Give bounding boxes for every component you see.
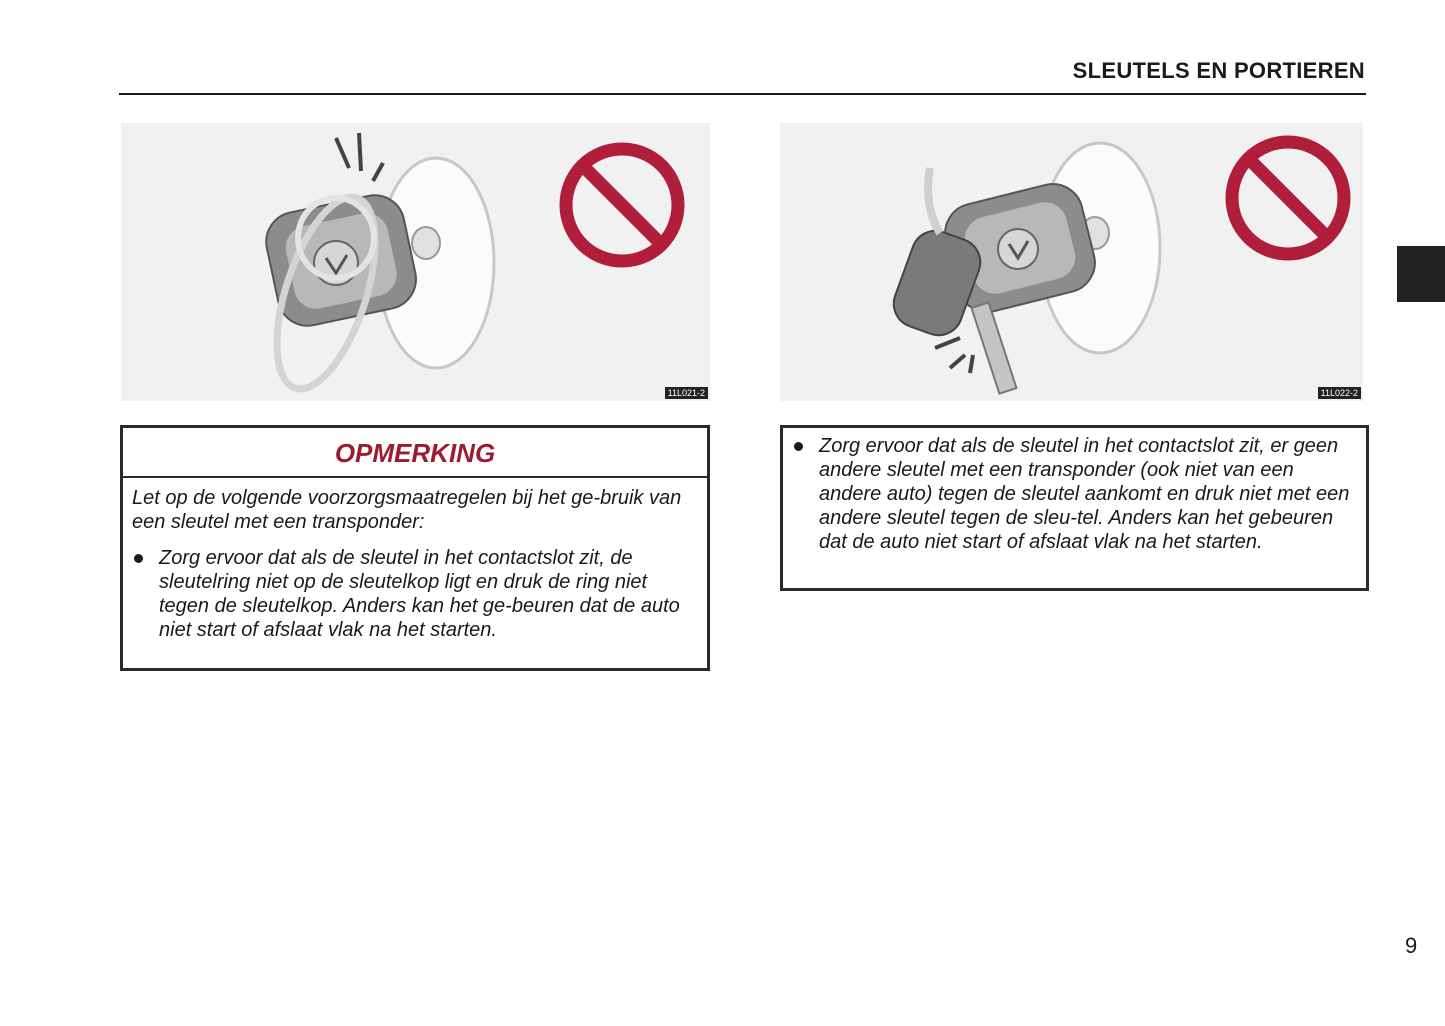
bullet-text: Zorg ervoor dat als de sleutel in het contactslot zit, de sleutelring niet op de sleutelkop ligt en druk de ring niet tegen de sleutelkop. Anders kan het ge-beuren dat de auto niet start of afslaat vlak na het starten. (159, 547, 680, 641)
figure-key-ring-on-key-head (121, 123, 710, 401)
bullet-icon (794, 442, 803, 451)
note-title: OPMERKING (123, 428, 707, 478)
figure-other-key-touching (780, 123, 1363, 401)
page-number: 9 (1405, 933, 1418, 958)
bullet-text: Zorg ervoor dat als de sleutel in het contactslot zit, er geen andere sleutel met een transponder (ook niet van een andere auto) tegen de sleutel aankomt en druk niet met een andere sleutel tegen de sleu-tel. Anders kan het gebeuren dat de auto niet start of afslaat vlak na het starten. (819, 435, 1350, 553)
note-bullet (783, 434, 1352, 554)
prohibited-icon (566, 149, 678, 261)
note-intro: Let op de volgende voorzorgsmaatregelen bij het ge-bruik van een sleutel met een transponder: (132, 487, 682, 533)
two-keys-illustration (780, 123, 1363, 401)
note-bullet (123, 546, 693, 642)
key-in-ignition-illustration (121, 123, 710, 401)
figure-code: 11L022-2 (1318, 387, 1361, 399)
bullet-icon (134, 554, 143, 563)
prohibited-icon (1232, 142, 1344, 254)
note-box-continued (780, 425, 1369, 591)
header-divider (119, 93, 1366, 95)
section-tab-marker (1397, 246, 1445, 302)
figure-code: 11L021-2 (665, 387, 708, 399)
note-box (120, 425, 710, 671)
section-title: SLEUTELS EN PORTIEREN (1072, 58, 1365, 83)
